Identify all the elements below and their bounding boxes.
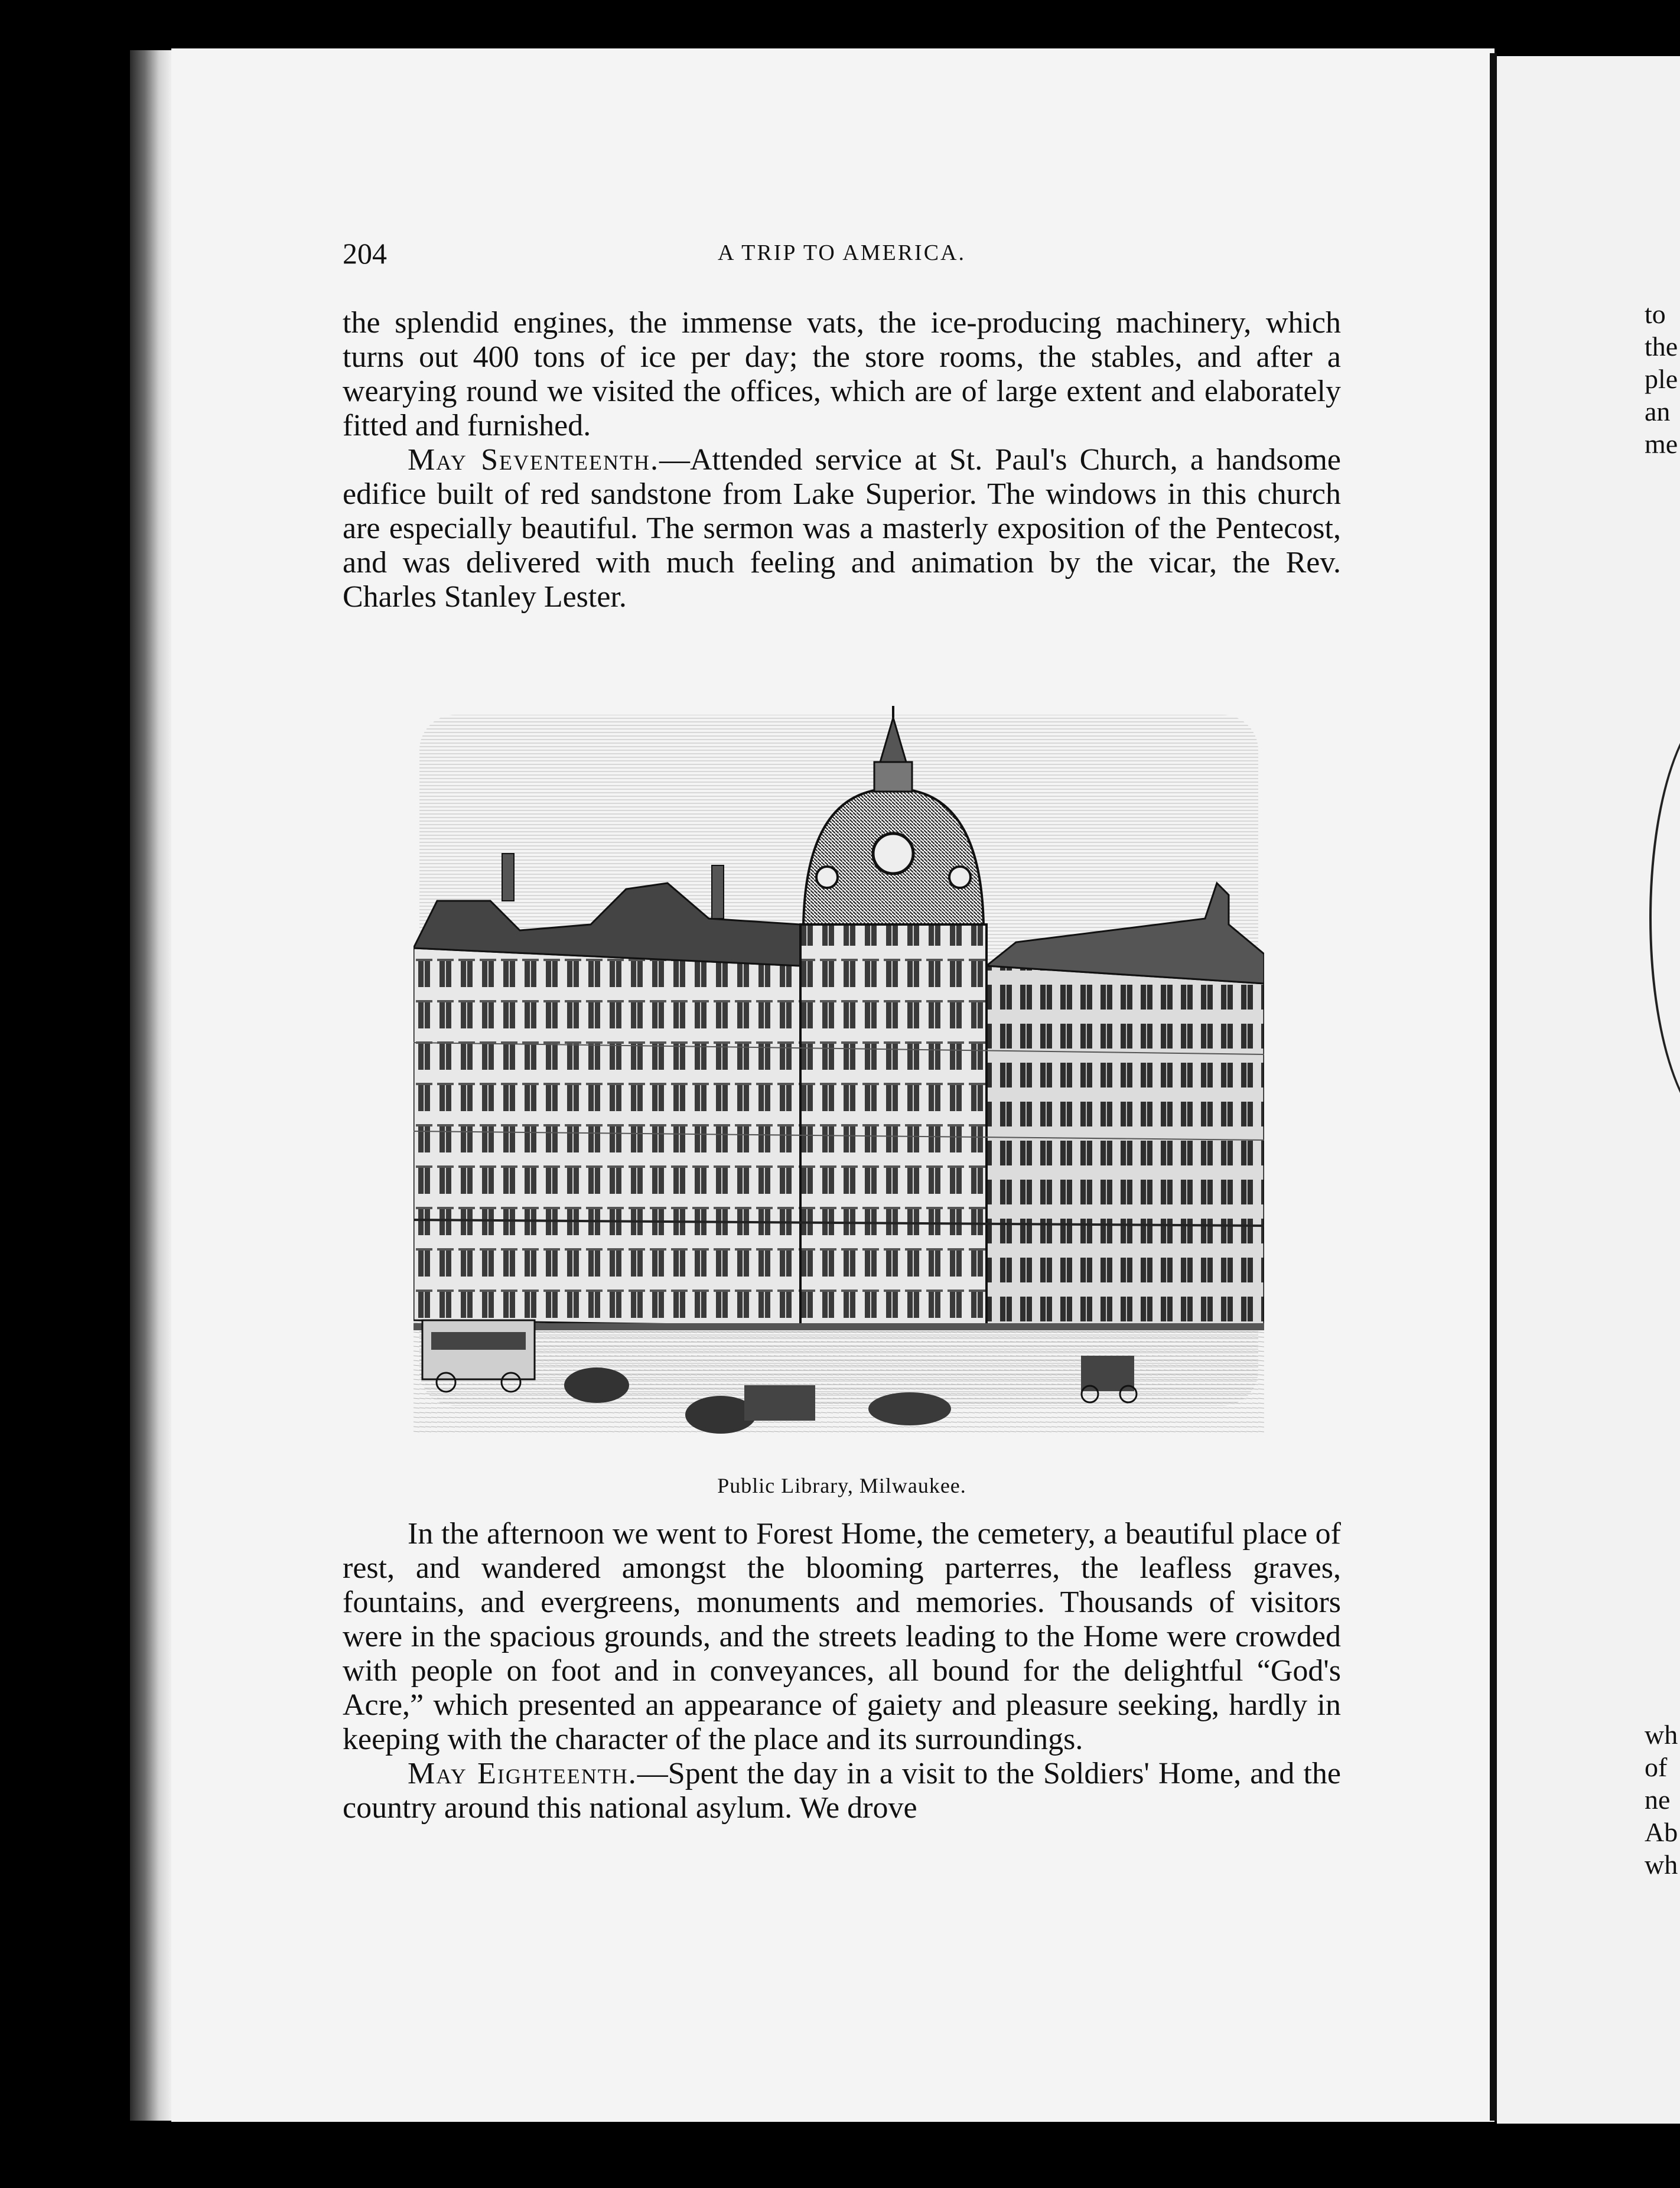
facing-fragment: ne [1645, 1785, 1671, 1815]
text-block-bottom [343, 1517, 1341, 1825]
figure-caption: Public Library, Milwaukee. [717, 1474, 966, 1497]
facing-fragment: to [1645, 299, 1666, 329]
facing-illustration-edge [1649, 703, 1680, 1133]
facing-fragment: Ab [1645, 1817, 1678, 1847]
facing-fragment: me [1645, 429, 1678, 459]
facing-fragment: of [1645, 1752, 1668, 1782]
page-gutter [1490, 53, 1497, 2121]
book-spine-edge [130, 50, 171, 2121]
page-number: 204 [343, 237, 387, 270]
text-block-top [343, 306, 1341, 614]
date-heading: May Eighteenth. [408, 1757, 637, 1790]
body-paragraph [343, 1757, 1341, 1825]
date-heading: May Seventeenth. [408, 443, 659, 477]
public-library-engraving [414, 706, 1264, 1447]
running-title: A TRIP TO AMERICA. [717, 240, 966, 265]
facing-fragment: the [1645, 331, 1678, 362]
body-paragraph: the splendid engines, the immense vats, the ice-producing machinery, which turns out 400 tons of ice per day; the store rooms, the stables, and after a wearying round we visited the offices, which are of large extent and elaborately fitted and furnished. [343, 306, 1341, 442]
facing-fragment: wh [1645, 1850, 1678, 1880]
body-paragraph [343, 443, 1341, 614]
paragraph-text: —Attended service at St. Paul's Church, a handsome edifice built of red sandstone from Lake Superior. The windows in this church are especially beautiful. The sermon was a masterly exposition of the Pentecost, and was delivered with much feeling and animation by the vicar, the Rev. Charles Stanley Lester. [343, 443, 1341, 614]
facing-page [1497, 56, 1680, 2124]
facing-fragment: an [1645, 396, 1671, 426]
body-paragraph: In the afternoon we went to Forest Home, the cemetery, a beautiful place of rest, and wandered amongst the blooming parterres, the leafless graves, fountains, and evergreens, monuments and memories. Thousands of visitors were in the spacious grounds, and the streets leading to the Home were crowded with people on foot and in conveyances, all bound for the delightful “God's Acre,” which presented an appearance of gaiety and pleasure seeking, hardly in keeping with the character of the place and its surroundings. [343, 1517, 1341, 1756]
facing-fragment: wh [1645, 1720, 1678, 1750]
running-head [343, 236, 1341, 278]
paragraph-text: —Spent the day in a visit to the Soldiers' Home, and the country around this national asylum. We drove [343, 1757, 1341, 1825]
facing-fragment: ple [1645, 364, 1678, 394]
building-illustration [414, 706, 1264, 1447]
